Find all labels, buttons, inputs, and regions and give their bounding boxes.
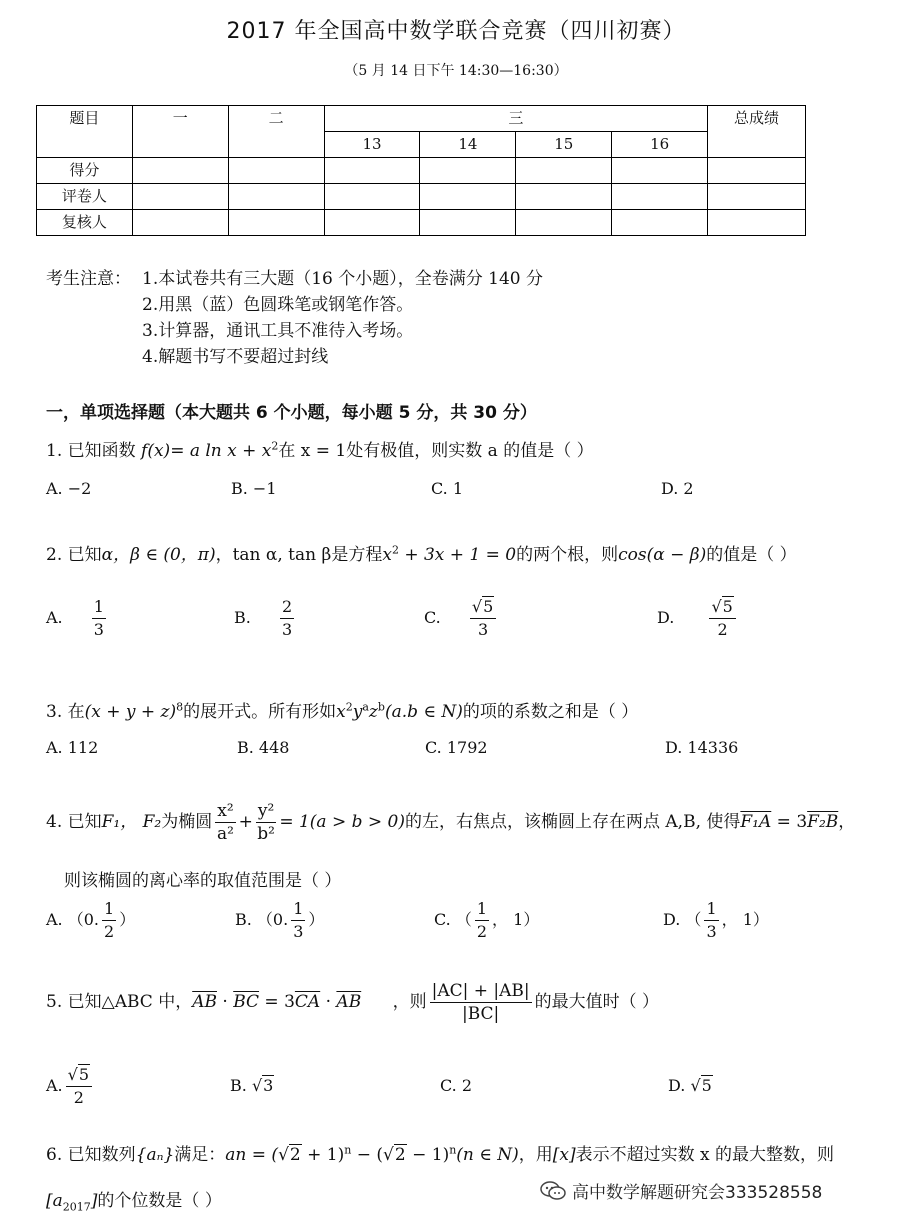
q6-seq: {aₙ} (135, 1145, 175, 1165)
q3-option-a[interactable]: A. 112 (46, 738, 99, 757)
notice-item: 4.解题书写不要超过封线 (142, 347, 329, 367)
q5-vec-ca: $\overline{CA}$ (294, 992, 321, 1012)
wechat-icon (540, 1181, 566, 1201)
q6-floor-b: ] (90, 1191, 98, 1211)
q2-cos: cos(α − β) (618, 545, 707, 565)
score-cell[interactable] (228, 184, 324, 210)
radicand: 3 (263, 1076, 274, 1095)
q4-end-c: ， 1） (492, 910, 540, 929)
denominator: 3 (706, 922, 717, 941)
q5-dot: · (216, 992, 234, 1012)
sub-header-cell: 15 (516, 132, 612, 158)
radicand: 5 (701, 1076, 712, 1095)
numerator: 2 (280, 596, 294, 619)
section-heading: 一，单项选择题（本大题共 6 个小题，每小题 5 分，共 30 分） (46, 403, 537, 423)
q5-frac-a (66, 1064, 92, 1109)
q2-option-b[interactable] (234, 596, 297, 641)
q4-frac-x (215, 800, 235, 845)
q2-frac-b (280, 596, 294, 641)
q6-prefix: 6. 已知数列 (46, 1145, 136, 1165)
score-cell[interactable] (516, 184, 612, 210)
q4-option-a[interactable] (46, 898, 135, 943)
q3-tail: 的项的系数之和是（ ） (462, 702, 639, 722)
score-cell[interactable] (612, 184, 708, 210)
q4-label-b: B. （0. (235, 910, 289, 929)
q5-option-d[interactable] (668, 1076, 713, 1095)
denominator: 3 (281, 620, 293, 639)
sub-header-cell: 16 (612, 132, 708, 158)
numerator: 1 (291, 898, 305, 921)
question-4: 4. 已知F₁， F₂为椭圆 $\frac{\text{x²}}{\text{a²}}$ + $\frac{\text{y²}}{\text{b²}}$ = 1(a > b > 0)的左，右焦点，该椭圆上存在两点 A,B, 使得F₁A = 3F₂B， (46, 801, 856, 844)
q3-exp: 8 (176, 700, 184, 714)
q4-frac-b (291, 898, 305, 943)
header-cell: 一 (132, 106, 228, 158)
q1-option-a[interactable]: A. −2 (46, 479, 92, 498)
q2-frac-a (92, 596, 106, 641)
q3-option-d[interactable]: D. 14336 (665, 738, 739, 757)
table-row (37, 210, 806, 236)
question-6 (46, 1140, 834, 1165)
q2-eq: x (382, 545, 392, 565)
q6-p2: − 1) (406, 1145, 450, 1165)
sub-header-cell: 14 (420, 132, 516, 158)
score-cell[interactable] (228, 158, 324, 184)
q5-prefix: 5. 已知△ABC 中， (46, 992, 193, 1012)
q1-tail: 处有极值，则实数 a 的值是（ ） (346, 441, 594, 461)
q1-func: f(x) (141, 441, 171, 461)
q1-prefix: 1. 已知函数 (46, 441, 136, 461)
q6-e1: n (344, 1143, 352, 1157)
q5-vec-ab: $\overline{AB}$ (192, 992, 217, 1012)
q5-tail: 的最大值时（ ） (534, 992, 660, 1012)
q4-end-d: ， 1） (721, 910, 769, 929)
header-cell: 二 (228, 106, 324, 158)
q2-label-c: C. (424, 608, 441, 627)
watermark-text: 高中数学解题研究会333528558 (572, 1183, 823, 1203)
q5-option-a[interactable] (46, 1064, 95, 1109)
q5-vec-ab2: $\overline{AB}$ (336, 992, 362, 1012)
q4-frac-c (475, 898, 489, 943)
radicand: 2 (394, 1145, 406, 1165)
q4-label-a: A. （0. (46, 910, 99, 929)
denominator: 2 (476, 922, 488, 941)
q4-end-b: ） (308, 910, 325, 929)
exam-time: （5 月 14 日下午 14:30—16:30） (344, 63, 568, 79)
q6-floor: [x] (552, 1145, 576, 1165)
score-cell[interactable] (132, 158, 228, 184)
score-cell[interactable] (132, 210, 228, 236)
q3-option-c[interactable]: C. 1792 (425, 738, 488, 757)
score-cell[interactable] (708, 184, 806, 210)
q2-label-b: B. (234, 608, 251, 627)
score-cell[interactable] (420, 158, 516, 184)
q4-foci: F₁， F₂ (101, 812, 162, 832)
sqrt-symbol: √5 (690, 1076, 712, 1095)
sqrt-symbol: √3 (251, 1076, 274, 1095)
q4-prefix: 4. 已知 (46, 812, 102, 832)
numerator: x² (217, 801, 234, 821)
q3-term-y: y (352, 702, 363, 722)
q4-frac-a (102, 898, 116, 943)
denominator: |BC| (461, 1004, 500, 1024)
numerator: 1 (102, 898, 116, 921)
sqrt-symbol: √5 (471, 597, 494, 616)
denominator: b² (257, 824, 275, 844)
q6-mid: 满足： (174, 1145, 226, 1165)
q6-mid2: ，用 (518, 1145, 553, 1165)
q4-veq: = 3 (771, 812, 808, 832)
denominator: 3 (477, 620, 489, 639)
question-2 (46, 540, 797, 565)
score-cell[interactable] (324, 210, 420, 236)
row-label: 得分 (37, 158, 133, 184)
q4-option-c[interactable] (434, 898, 539, 943)
watermark (540, 1178, 822, 1203)
notice-label: 考生注意： (46, 269, 131, 289)
sqrt-symbol: √2 (383, 1145, 406, 1165)
q5-eq3: = 3 (259, 992, 295, 1012)
score-cell[interactable] (132, 184, 228, 210)
q4-mid2: 的左，右焦点，该椭圆上存在两点 A,B, 使得 (405, 812, 741, 832)
row-label: 评卷人 (37, 184, 133, 210)
denominator: 2 (73, 1088, 84, 1107)
score-cell[interactable] (516, 210, 612, 236)
q1-cond: 在 x = 1 (278, 441, 347, 461)
q5-frac (430, 980, 532, 1025)
q2-prefix: 2. 已知 (46, 545, 102, 565)
q3-cond: (a.b ∈ N) (384, 702, 463, 722)
numerator: 1 (92, 596, 106, 619)
notice-item: 2.用黑（蓝）色圆珠笔或钢笔作答。 (142, 295, 414, 315)
q4-option-d[interactable] (663, 898, 769, 943)
score-cell[interactable] (612, 158, 708, 184)
q1-expr: = a ln x + x (170, 441, 272, 461)
header-cell: 题目 (37, 106, 133, 158)
q3-term-e1: 2 (345, 700, 353, 714)
radicand: 5 (722, 597, 733, 616)
q6-lhs: an = ( (225, 1145, 279, 1165)
score-cell[interactable] (516, 158, 612, 184)
notice-item: 3.计算器，通讯工具不准待入考场。 (142, 321, 414, 341)
q2-mid: ，tan α, tan β是方程 (215, 545, 383, 565)
q4-frac-y (256, 800, 276, 845)
q1-exp: 2 (271, 439, 279, 453)
question-3 (46, 697, 638, 722)
question-5 (46, 980, 659, 1025)
sqrt-symbol: √2 (278, 1145, 301, 1165)
radicand: 2 (289, 1145, 301, 1165)
q3-term-x: x (336, 702, 346, 722)
notice-item: 1.本试卷共有三大题（16 个小题），全卷满分 140 分 (142, 269, 544, 289)
numerator: 1 (475, 898, 489, 921)
score-cell[interactable] (324, 158, 420, 184)
q4-vec2: F₂B (807, 812, 839, 832)
table-row (37, 158, 806, 184)
table-row (37, 184, 806, 210)
q4-label-c: C. （ (434, 910, 472, 929)
q4-eq: = 1(a > b > 0) (279, 812, 405, 832)
q2-tail1: 的两个根，则 (516, 545, 619, 565)
q5-label-b: B. (230, 1076, 247, 1095)
q6-sub: 2017 (62, 1200, 91, 1214)
q6-line2-tail: 的个位数是（ ） (97, 1191, 222, 1211)
score-cell[interactable] (228, 210, 324, 236)
denominator: 2 (104, 922, 115, 941)
q3-option-b[interactable]: B. 448 (237, 738, 290, 757)
q3-mid: 的展开式。所有形如 (183, 702, 337, 722)
q2-option-a[interactable] (46, 596, 109, 641)
q3-prefix: 3. 在 (46, 702, 85, 722)
question-1 (46, 436, 594, 461)
q6-e2: n (449, 1143, 457, 1157)
q2-option-d[interactable] (657, 596, 739, 641)
header-cell: 三 (324, 106, 708, 132)
radicand: 5 (483, 597, 494, 616)
q4-mid1: 为椭圆 (161, 812, 213, 832)
q5-dot: · (320, 992, 337, 1012)
q5-option-c[interactable]: C. 2 (440, 1076, 473, 1095)
q4-frac-d (704, 898, 718, 943)
sqrt-symbol: √5 (711, 597, 733, 616)
score-cell[interactable] (420, 210, 516, 236)
q4-option-b[interactable] (235, 898, 324, 943)
radicand: 5 (78, 1065, 90, 1084)
q6-tail: 表示不超过实数 x 的最大整数，则 (575, 1145, 835, 1165)
q3-base: (x + y + z) (84, 702, 177, 722)
score-cell[interactable] (708, 158, 806, 184)
score-cell[interactable] (420, 184, 516, 210)
denominator: 3 (293, 922, 304, 941)
q3-term-e2: a (362, 700, 369, 714)
score-cell[interactable] (324, 184, 420, 210)
q1-option-b[interactable]: B. −1 (231, 479, 277, 498)
numerator: y² (257, 801, 275, 821)
sqrt-symbol: √5 (67, 1065, 90, 1084)
q6-floor-a: [a (46, 1191, 63, 1211)
page-title: 2017 年全国高中数学联合竞赛（四川初赛） (226, 19, 686, 44)
q2-eq-exp: 2 (391, 543, 399, 557)
q2-tail2: 的值是（ ） (706, 545, 797, 565)
q2-eq-rest: + 3x + 1 = 0 (398, 545, 517, 565)
q4-line2: 则该椭圆的离心率的取值范围是（ ） (64, 871, 342, 891)
q2-frac-d (709, 596, 735, 641)
q4-end-a: ） (119, 910, 136, 929)
q5-vec-bc: $\overline{BC}$ (233, 992, 260, 1012)
sub-header-cell: 13 (324, 132, 420, 158)
q2-option-c[interactable] (424, 596, 499, 641)
q6-cond: (n ∈ N) (456, 1145, 519, 1165)
q2-label-d: D. (657, 608, 675, 627)
q3-term-e3: b (377, 700, 385, 714)
q6-line2 (46, 1186, 222, 1213)
q1-option-c[interactable]: C. 1 (431, 479, 464, 498)
q2-label-a: A. (46, 608, 63, 627)
q6-p1: + 1) (301, 1145, 345, 1165)
q3-term-z: z (368, 702, 378, 722)
q4-vec1: F₁A (740, 812, 772, 832)
score-cell[interactable] (708, 210, 806, 236)
q1-option-d[interactable]: D. 2 (661, 479, 694, 498)
q5-label-a: A. (46, 1076, 63, 1095)
numerator: 1 (704, 898, 718, 921)
q2-vars: α，β ∈ (0，π) (101, 545, 216, 565)
denominator: 3 (93, 620, 104, 639)
q2-frac-c (470, 596, 496, 641)
q4-label-d: D. （ (663, 910, 702, 929)
numerator: |AC| + |AB| (431, 981, 530, 1001)
q6-minus: − ( (351, 1145, 384, 1165)
row-label: 复核人 (37, 210, 133, 236)
q5-mid: ，则 (392, 992, 427, 1012)
q5-option-b[interactable] (230, 1076, 274, 1095)
denominator: 2 (717, 620, 728, 639)
score-table (36, 105, 806, 236)
denominator: a² (216, 824, 234, 844)
exam-notice (46, 266, 543, 370)
q4-comma: ， (838, 812, 856, 832)
score-cell[interactable] (612, 210, 708, 236)
header-cell: 总成绩 (708, 106, 806, 158)
q5-label-d: D. (668, 1076, 686, 1095)
